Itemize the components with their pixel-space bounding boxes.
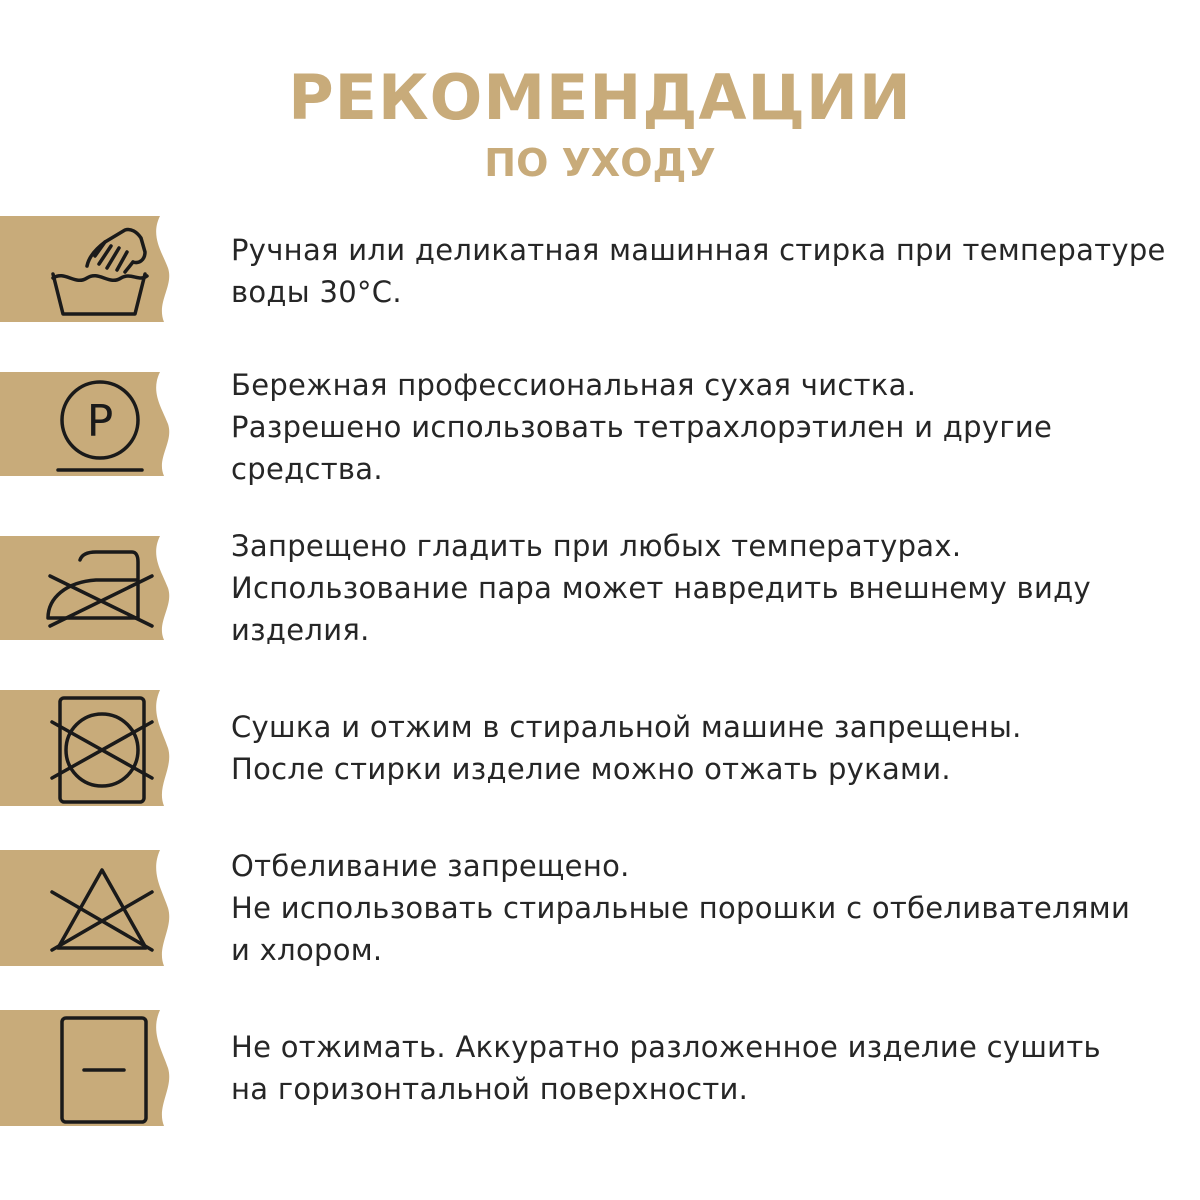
care-item-dry-flat — [0, 1010, 1200, 1126]
do-not-tumble-dry-icon — [48, 694, 156, 810]
care-text: Ручная или деликатная машинная стирка при температуре воды 30°C. — [231, 233, 1166, 309]
care-text: Запрещено гладить при любых температурах. Использование пара может навредить внешнему виду изделия. — [231, 529, 1091, 647]
care-item-do-not-tumble-dry — [0, 690, 1200, 806]
do-not-iron-icon — [40, 546, 160, 634]
care-item-dry-clean — [0, 368, 1200, 486]
care-text: Сушка и отжим в стиральной машине запрещены. После стирки изделие можно отжать руками. — [231, 710, 1022, 786]
svg-text:P: P — [86, 396, 114, 447]
do-not-bleach-icon — [46, 864, 158, 960]
care-text: Бережная профессиональная сухая чистка. Разрешено использовать тетрахлорэтилен и другие средства. — [231, 368, 1053, 486]
care-text: Отбеливание запрещено. Не использовать стиральные порошки с отбеливателями и хлором. — [231, 849, 1131, 967]
care-item-hand-wash — [0, 216, 1200, 322]
hand-wash-icon — [45, 222, 155, 324]
dry-clean-p-icon — [52, 380, 148, 480]
care-item-do-not-bleach — [0, 850, 1200, 966]
page-title: РЕКОМЕНДАЦИИ — [288, 61, 912, 134]
care-text: Не отжимать. Аккуратно разложенное изделие сушить на горизонтальной поверхности. — [231, 1030, 1101, 1106]
dry-flat-icon — [56, 1014, 152, 1130]
care-item-do-not-iron — [0, 529, 1200, 647]
page-subtitle: ПО УХОДУ — [484, 141, 716, 185]
